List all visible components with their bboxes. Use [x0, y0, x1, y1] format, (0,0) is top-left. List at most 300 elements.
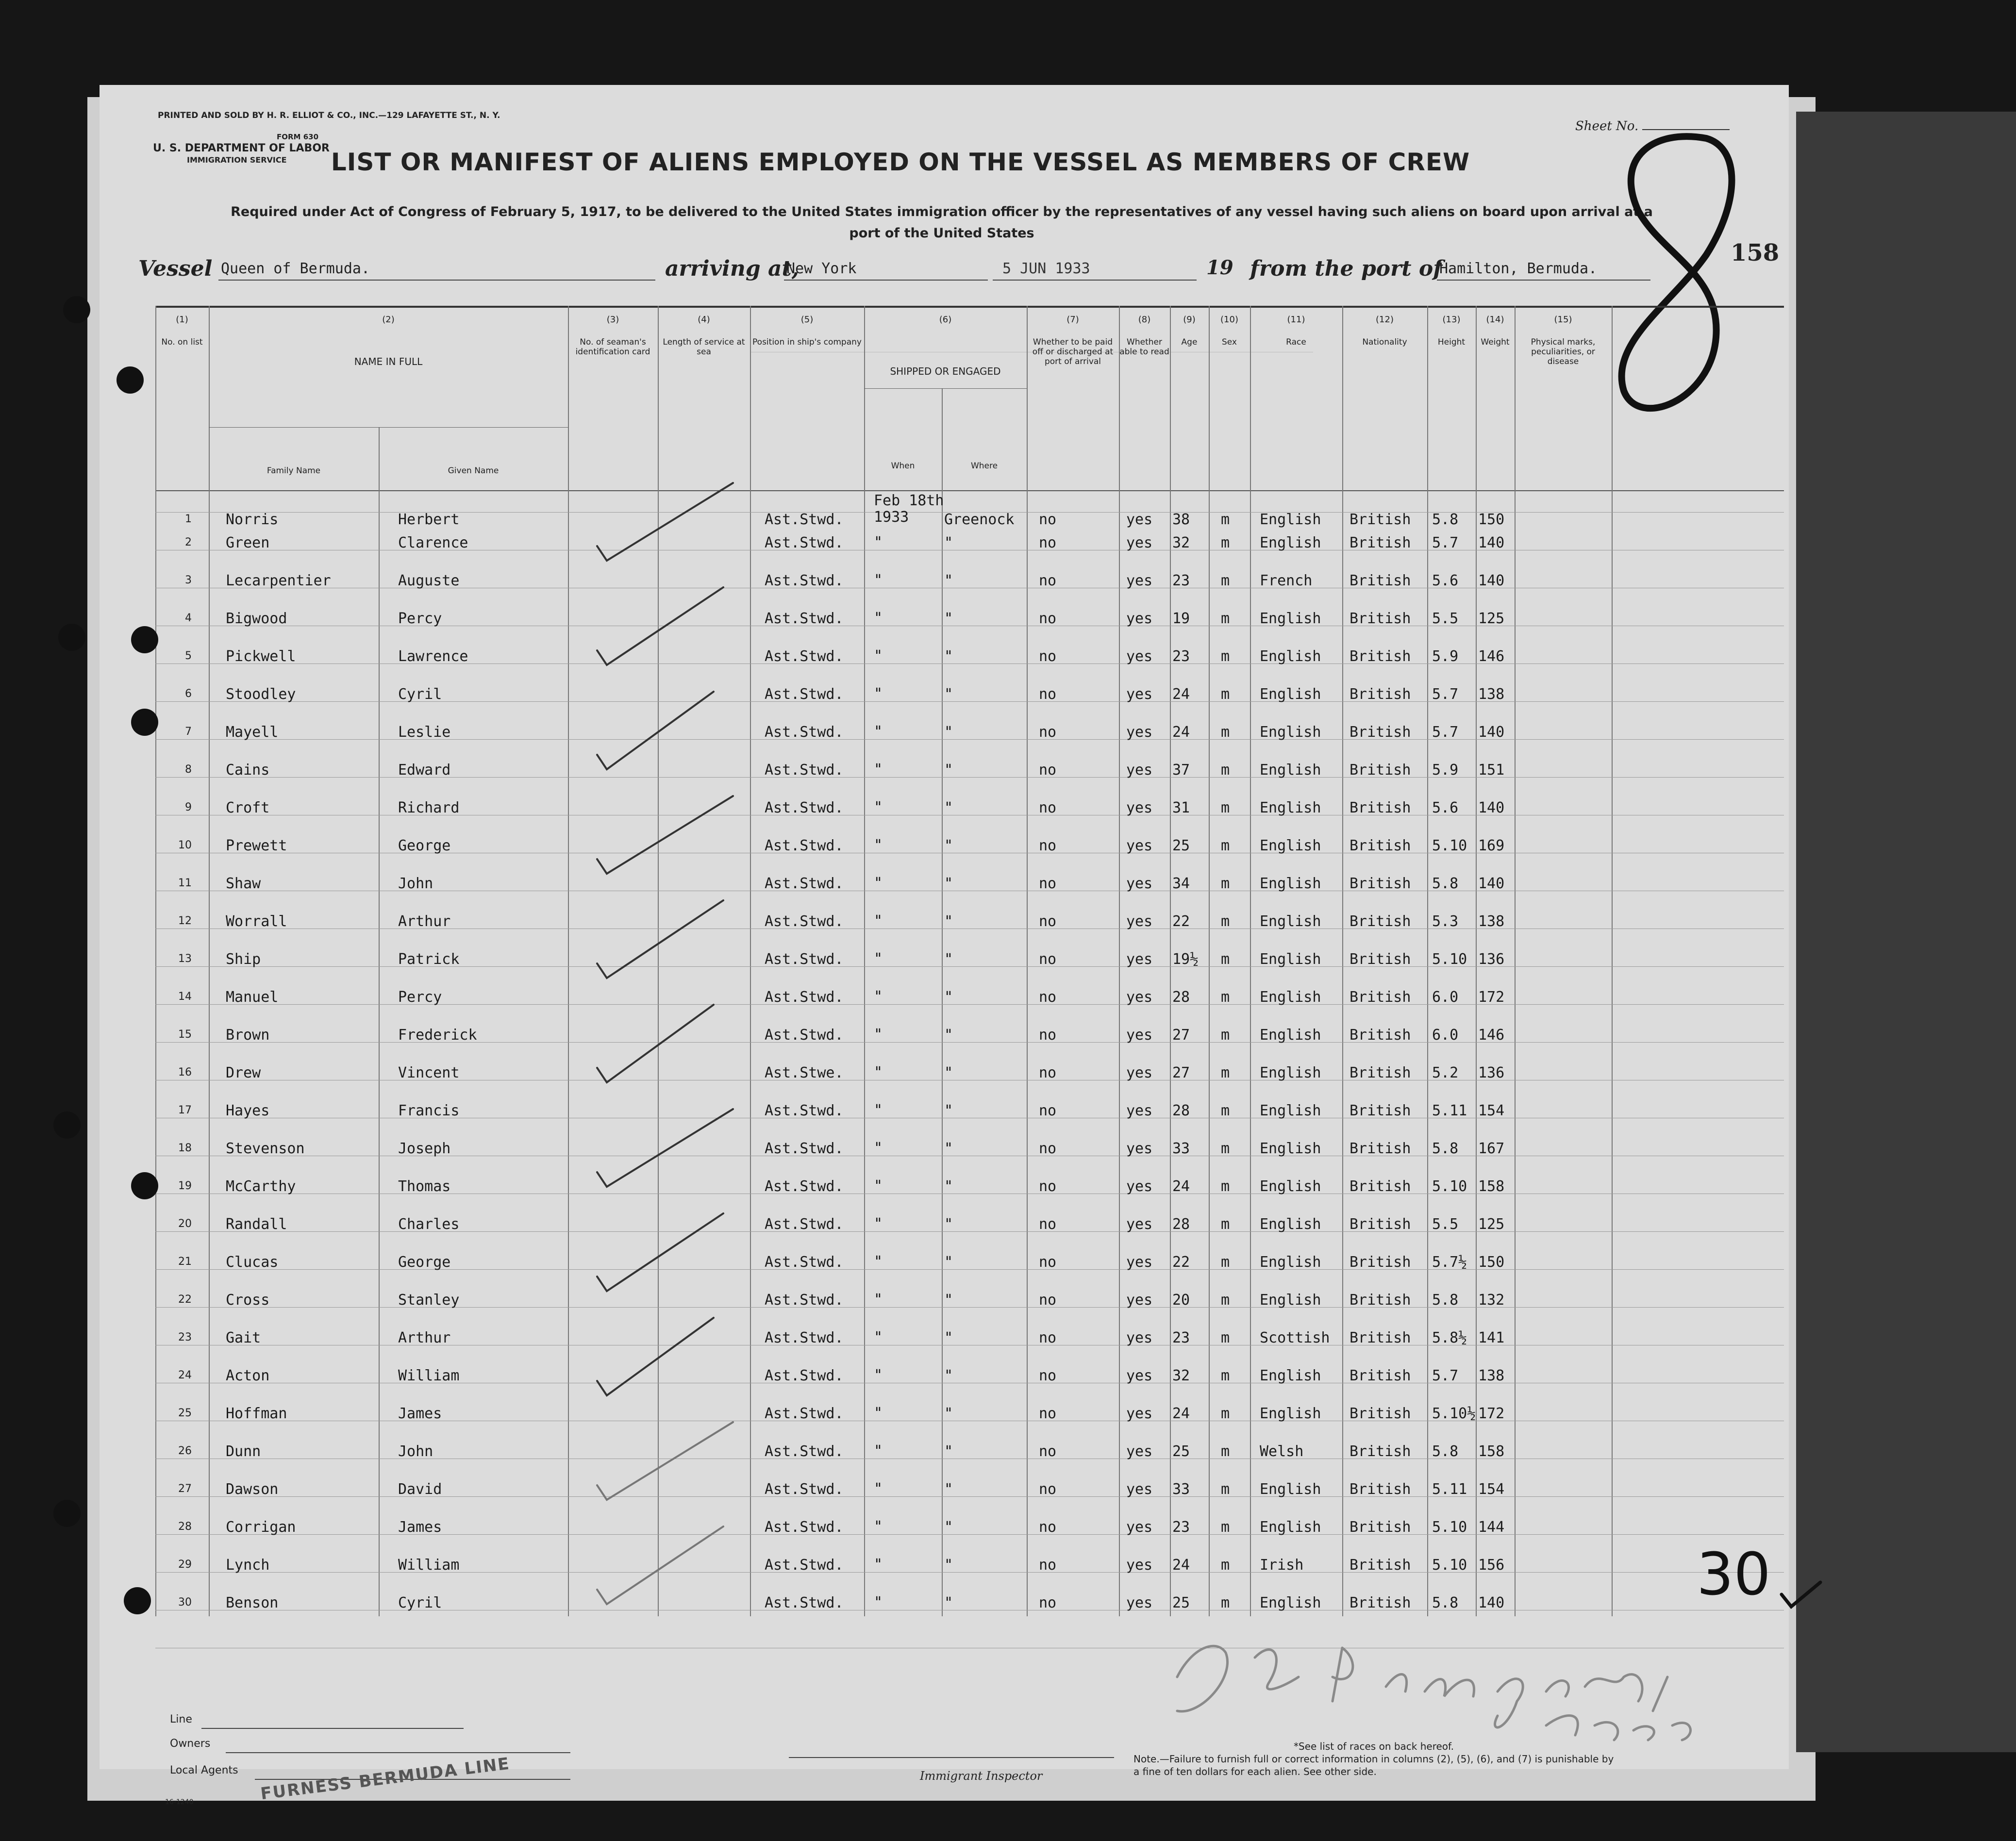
cell-when: Feb 18th 1933 [874, 492, 944, 526]
cell-position: Ast.Stwd. [765, 837, 844, 854]
column-number: (15) [1554, 315, 1572, 325]
races-note: *See list of races on back hereof. [1294, 1741, 1454, 1752]
cell-where: " [944, 1557, 953, 1574]
cell-nationality: British [1350, 1292, 1411, 1309]
owners-field [170, 1738, 210, 1750]
cell-where: " [944, 1443, 953, 1460]
cell-when: " [874, 1405, 883, 1422]
row-number: 10 [178, 839, 192, 851]
cell-age: 22 [1172, 1254, 1190, 1271]
column-number: (6) [939, 315, 952, 325]
cell-age: 25 [1172, 1443, 1190, 1460]
cell-height: 5.10 [1432, 1178, 1467, 1195]
cell-when: " [874, 1518, 883, 1535]
cell-sex: m [1221, 875, 1230, 892]
cell-height: 5.6 [1432, 572, 1459, 589]
cell-weight: 144 [1478, 1519, 1505, 1536]
column-number: (7) [1066, 315, 1079, 325]
cell-family: Brown [226, 1027, 270, 1044]
row-number: 1 [185, 513, 192, 525]
binder-hole [131, 1172, 158, 1199]
cell-paid: no [1039, 534, 1057, 551]
cell-position: Ast.Stwd. [765, 1140, 844, 1157]
cell-read: yes [1126, 1405, 1153, 1422]
cell-family: Ship [226, 951, 261, 968]
cell-nationality: British [1350, 1519, 1411, 1536]
sheet-number-label: Sheet No. [1575, 119, 1639, 133]
cell-age: 23 [1172, 1329, 1190, 1346]
cell-age: 31 [1172, 799, 1190, 816]
cell-height: 5.5 [1432, 1216, 1459, 1233]
cell-sex: m [1221, 1102, 1230, 1119]
cell-read: yes [1126, 1367, 1153, 1384]
row-number: 27 [178, 1483, 192, 1495]
row-number: 3 [185, 574, 192, 586]
cell-height: 5.10 [1432, 1519, 1467, 1536]
cell-height: 5.7 [1432, 534, 1459, 551]
cell-where: " [944, 572, 953, 589]
cell-position: Ast.Stwd. [765, 1481, 844, 1498]
cell-sex: m [1221, 989, 1230, 1006]
row-number: 6 [185, 688, 192, 700]
cell-age: 34 [1172, 875, 1190, 892]
service-name: IMMIGRATION SERVICE [187, 155, 287, 165]
cell-where: " [944, 1292, 953, 1309]
row-number: 15 [178, 1028, 192, 1041]
column-number: (13) [1442, 315, 1461, 325]
binder-hole [53, 1111, 81, 1139]
cell-age: 24 [1172, 1405, 1190, 1422]
cell-nationality: British [1350, 1443, 1411, 1460]
cell-given: Cyril [398, 1594, 442, 1611]
cell-height: 5.9 [1432, 648, 1459, 665]
cell-age: 33 [1172, 1140, 1190, 1157]
cell-given: George [398, 837, 451, 854]
row-number: 18 [178, 1142, 192, 1154]
cell-position: Ast.Stwd. [765, 511, 844, 528]
cell-race: English [1260, 1064, 1321, 1081]
cell-position: Ast.Stwd. [765, 572, 844, 589]
cell-nationality: British [1350, 572, 1411, 589]
cell-where: " [944, 1481, 953, 1498]
column-header: Age [1181, 337, 1198, 347]
cell-given: Joseph [398, 1140, 451, 1157]
column-number: (12) [1376, 315, 1394, 325]
cell-position: Ast.Stwd. [765, 1519, 844, 1536]
cell-nationality: British [1350, 951, 1411, 968]
cell-nationality: British [1350, 1102, 1411, 1119]
cell-where: " [944, 648, 953, 665]
column-number: (1) [176, 315, 188, 325]
cell-when: " [874, 1140, 883, 1157]
cell-sex: m [1221, 1594, 1230, 1611]
cell-sex: m [1221, 1329, 1230, 1346]
cell-nationality: British [1350, 534, 1411, 551]
cell-family: Mayell [226, 724, 279, 741]
cell-when: " [874, 1026, 883, 1043]
column-header: No. on list [161, 337, 203, 347]
row-number: 25 [178, 1407, 192, 1419]
cell-weight: 158 [1478, 1443, 1505, 1460]
cell-where: Greenock [944, 511, 1015, 528]
row-number: 9 [185, 801, 192, 813]
cell-family: Gait [226, 1329, 261, 1346]
cell-where: " [944, 951, 953, 968]
cell-family: Worrall [226, 913, 287, 930]
cell-paid: no [1039, 724, 1057, 741]
cell-sex: m [1221, 1027, 1230, 1044]
cell-height: 5.10½ [1432, 1405, 1476, 1422]
cell-height: 5.8 [1432, 1292, 1459, 1309]
row-number: 29 [178, 1559, 192, 1571]
cell-paid: no [1039, 762, 1057, 779]
cell-where: " [944, 1254, 953, 1271]
cell-race: English [1260, 913, 1321, 930]
cell-given: John [398, 875, 433, 892]
cell-where: " [944, 875, 953, 892]
cell-race: English [1260, 1519, 1321, 1536]
cell-weight: 172 [1478, 1405, 1505, 1422]
cell-given: Richard [398, 799, 460, 816]
row-number: 22 [178, 1294, 192, 1306]
cell-race: English [1260, 1405, 1321, 1422]
cell-position: Ast.Stwd. [765, 1443, 844, 1460]
inspector-signature [1158, 1619, 1740, 1745]
binder-hole [58, 624, 85, 651]
cell-given: Arthur [398, 913, 451, 930]
cell-sex: m [1221, 1367, 1230, 1384]
page-number: 158 [1731, 239, 1780, 266]
cell-race: English [1260, 837, 1321, 854]
cell-position: Ast.Stwd. [765, 989, 844, 1006]
cell-position: Ast.Stwd. [765, 1292, 844, 1309]
cell-age: 24 [1172, 724, 1190, 741]
cell-given: Herbert [398, 511, 460, 528]
cell-age: 28 [1172, 1216, 1190, 1233]
cell-when: " [874, 685, 883, 702]
column-header: Height [1437, 337, 1466, 347]
cell-given: Patrick [398, 951, 460, 968]
cell-family: Cross [226, 1292, 270, 1309]
row-number: 24 [178, 1369, 192, 1381]
cell-read: yes [1126, 799, 1153, 816]
cell-read: yes [1126, 951, 1153, 968]
cell-when: " [874, 912, 883, 929]
cell-weight: 125 [1478, 1216, 1505, 1233]
cell-when: " [874, 761, 883, 778]
cell-race: Irish [1260, 1557, 1304, 1574]
cell-race: French [1260, 572, 1313, 589]
cell-given: Lawrence [398, 648, 468, 665]
column-header: Sex [1221, 337, 1237, 347]
cell-weight: 138 [1478, 913, 1505, 930]
cell-given: James [398, 1405, 442, 1422]
cell-given: William [398, 1367, 460, 1384]
cell-where: " [944, 1027, 953, 1044]
manifest-page [100, 85, 1789, 1806]
row-number: 16 [178, 1066, 192, 1078]
row-number: 23 [178, 1331, 192, 1343]
cell-weight: 150 [1478, 1254, 1505, 1271]
cell-read: yes [1126, 762, 1153, 779]
cell-weight: 169 [1478, 837, 1505, 854]
cell-paid: no [1039, 1140, 1057, 1157]
cell-family: Randall [226, 1216, 287, 1233]
cell-nationality: British [1350, 989, 1411, 1006]
cell-paid: no [1039, 1102, 1057, 1119]
cell-given: David [398, 1481, 442, 1498]
cell-sex: m [1221, 1481, 1230, 1498]
vessel-line [138, 252, 1653, 286]
cell-position: Ast.Stwd. [765, 1254, 844, 1271]
cell-where: " [944, 1178, 953, 1195]
cell-weight: 140 [1478, 875, 1505, 892]
row-number: 14 [178, 991, 192, 1003]
cell-position: Ast.Stwd. [765, 1027, 844, 1044]
cell-paid: no [1039, 837, 1057, 854]
cell-weight: 154 [1478, 1481, 1505, 1498]
cell-position: Ast.Stwd. [765, 951, 844, 968]
cell-weight: 140 [1478, 534, 1505, 551]
cell-family: Stoodley [226, 686, 296, 703]
cell-sex: m [1221, 762, 1230, 779]
cell-race: English [1260, 1216, 1321, 1233]
cell-weight: 150 [1478, 511, 1505, 528]
cell-family: Norris [226, 511, 279, 528]
crew-table [155, 306, 1784, 1616]
column-header: Whether to be paid off or discharged at port of arrival [1032, 337, 1114, 366]
cell-given: William [398, 1557, 460, 1574]
cell-read: yes [1126, 686, 1153, 703]
column-number: (9) [1183, 315, 1196, 325]
cell-when: " [874, 988, 883, 1005]
cell-sex: m [1221, 1443, 1230, 1460]
column-header: Nationality [1362, 337, 1407, 347]
cell-read: yes [1126, 913, 1153, 930]
cell-paid: no [1039, 1329, 1057, 1346]
cell-weight: 158 [1478, 1178, 1505, 1195]
column-number: (4) [698, 315, 710, 325]
penalty-note: Note.—Failure to furnish full or correct information in columns (2), (5), (6), and (7) is punishable by a fine of ten dollars for each alien. See other side. [1133, 1753, 1614, 1777]
cell-where: " [944, 1519, 953, 1536]
cell-height: 5.7½ [1432, 1254, 1467, 1271]
cell-read: yes [1126, 1178, 1153, 1195]
cell-given: Percy [398, 610, 442, 627]
cell-paid: no [1039, 1481, 1057, 1498]
cell-height: 6.0 [1432, 1027, 1459, 1044]
binder-hole [63, 296, 90, 323]
row-number: 30 [178, 1596, 192, 1609]
cell-paid: no [1039, 686, 1057, 703]
cell-read: yes [1126, 610, 1153, 627]
cell-nationality: British [1350, 724, 1411, 741]
cell-race: English [1260, 1027, 1321, 1044]
cell-given: Charles [398, 1216, 460, 1233]
cell-family: Lynch [226, 1557, 270, 1574]
row-number: 8 [185, 763, 192, 776]
cell-sex: m [1221, 913, 1230, 930]
department-name: U. S. DEPARTMENT OF LABOR [153, 142, 330, 154]
cell-weight: 140 [1478, 724, 1505, 741]
row-number: 5 [185, 650, 192, 662]
cell-age: 32 [1172, 1367, 1190, 1384]
cell-weight: 136 [1478, 1064, 1505, 1081]
cell-where: " [944, 534, 953, 551]
cell-family: Shaw [226, 875, 261, 892]
cell-sex: m [1221, 1292, 1230, 1309]
cell-position: Ast.Stwd. [765, 1216, 844, 1233]
cell-nationality: British [1350, 610, 1411, 627]
date-stamp: 5 JUN 1933 [1002, 260, 1090, 277]
cell-age: 32 [1172, 534, 1190, 551]
vessel-label: Vessel [138, 256, 213, 281]
cell-race: English [1260, 686, 1321, 703]
column-header: No. of seaman's identification card [575, 337, 650, 357]
cell-paid: no [1039, 799, 1057, 816]
cell-age: 38 [1172, 511, 1190, 528]
cell-age: 33 [1172, 1481, 1190, 1498]
row-number: 26 [178, 1445, 192, 1457]
cell-position: Ast.Stwd. [765, 1594, 844, 1611]
cell-when: " [874, 723, 883, 740]
cell-nationality: British [1350, 1178, 1411, 1195]
cell-sex: m [1221, 1254, 1230, 1271]
cell-given: Stanley [398, 1292, 460, 1309]
cell-position: Ast.Stwd. [765, 913, 844, 930]
cell-family: Manuel [226, 989, 279, 1006]
row-number: 19 [178, 1180, 192, 1192]
cell-where: " [944, 799, 953, 816]
cell-paid: no [1039, 1254, 1057, 1271]
cell-age: 23 [1172, 648, 1190, 665]
cell-where: " [944, 1329, 953, 1346]
cell-race: English [1260, 534, 1321, 551]
cell-weight: 156 [1478, 1557, 1505, 1574]
cell-age: 25 [1172, 1594, 1190, 1611]
cell-sex: m [1221, 1557, 1230, 1574]
cell-where: " [944, 762, 953, 779]
cell-sex: m [1221, 837, 1230, 854]
cell-position: Ast.Stwd. [765, 875, 844, 892]
cell-height: 5.2 [1432, 1064, 1459, 1081]
cell-when: " [874, 1329, 883, 1346]
cell-given: Francis [398, 1102, 460, 1119]
cell-paid: no [1039, 1405, 1057, 1422]
cell-paid: no [1039, 610, 1057, 627]
cell-where: " [944, 1102, 953, 1119]
cell-age: 19½ [1172, 951, 1199, 968]
cell-weight: 132 [1478, 1292, 1505, 1309]
cell-height: 5.10 [1432, 1557, 1467, 1574]
cell-where: " [944, 1216, 953, 1233]
cell-read: yes [1126, 1443, 1153, 1460]
cell-position: Ast.Stwd. [765, 724, 844, 741]
cell-when: " [874, 1594, 883, 1611]
checkmarks-column [587, 488, 752, 1662]
cell-weight: 140 [1478, 1594, 1505, 1611]
cell-weight: 167 [1478, 1140, 1505, 1157]
cell-position: Ast.Stwd. [765, 1178, 844, 1195]
column-header: Weight [1481, 337, 1510, 347]
row-number: 13 [178, 953, 192, 965]
cell-position: Ast.Stwd. [765, 534, 844, 551]
row-number: 28 [178, 1521, 192, 1533]
inspector-label: Immigrant Inspector [920, 1769, 1043, 1783]
cell-nationality: British [1350, 1367, 1411, 1384]
cell-race: English [1260, 875, 1321, 892]
cell-when: " [874, 1064, 883, 1081]
cell-read: yes [1126, 1216, 1153, 1233]
cell-race: English [1260, 724, 1321, 741]
cell-given: Leslie [398, 724, 451, 741]
binder-hole [117, 366, 144, 394]
cell-paid: no [1039, 1519, 1057, 1536]
arriving-label: arriving at, [665, 256, 800, 281]
cell-given: Percy [398, 989, 442, 1006]
cell-age: 25 [1172, 837, 1190, 854]
cell-race: English [1260, 1481, 1321, 1498]
cell-weight: 151 [1478, 762, 1505, 779]
cell-race: English [1260, 762, 1321, 779]
cell-read: yes [1126, 511, 1153, 528]
cell-nationality: British [1350, 1027, 1411, 1044]
cell-weight: 125 [1478, 610, 1505, 627]
col6-header: SHIPPED OR ENGAGED [890, 365, 1001, 377]
binder-hole [53, 1500, 81, 1527]
cell-weight: 141 [1478, 1329, 1505, 1346]
cell-nationality: British [1350, 1064, 1411, 1081]
cell-family: Acton [226, 1367, 270, 1384]
cell-race: English [1260, 1140, 1321, 1157]
cell-age: 27 [1172, 1064, 1190, 1081]
cell-when: " [874, 1556, 883, 1573]
total-check-icon [1779, 1580, 1823, 1609]
column-number: (5) [800, 315, 814, 325]
cell-paid: no [1039, 572, 1057, 589]
cell-height: 5.9 [1432, 762, 1459, 779]
cell-sex: m [1221, 648, 1230, 665]
cell-height: 5.11 [1432, 1102, 1467, 1119]
cell-age: 19 [1172, 610, 1190, 627]
document-title: LIST OR MANIFEST OF ALIENS EMPLOYED ON THE VESSEL AS MEMBERS OF CREW [331, 148, 1470, 176]
cell-position: Ast.Stwd. [765, 799, 844, 816]
cell-read: yes [1126, 1594, 1153, 1611]
cell-when: " [874, 1253, 883, 1270]
cell-sex: m [1221, 1064, 1230, 1081]
cell-where: " [944, 989, 953, 1006]
cell-sex: m [1221, 1140, 1230, 1157]
cell-position: Ast.Stwd. [765, 1329, 844, 1346]
row-number: 21 [178, 1256, 192, 1268]
row-number: 17 [178, 1104, 192, 1116]
column-number: (10) [1220, 315, 1238, 325]
cell-when: " [874, 1291, 883, 1308]
cell-height: 5.7 [1432, 1367, 1459, 1384]
cell-sex: m [1221, 511, 1230, 528]
cell-position: Ast.Stwe. [765, 1064, 844, 1081]
column-number: (3) [606, 315, 619, 325]
cell-paid: no [1039, 951, 1057, 968]
year-prefix: 19 [1206, 256, 1233, 279]
cell-read: yes [1126, 1292, 1153, 1309]
form-number: FORM 630 [277, 133, 319, 141]
cell-family: Lecarpentier [226, 572, 331, 589]
cell-family: Pickwell [226, 648, 296, 665]
column-number: (8) [1138, 315, 1151, 325]
column-header: Physical marks, peculiarities, or disease [1531, 337, 1596, 366]
cell-family: McCarthy [226, 1178, 296, 1195]
cell-weight: 146 [1478, 648, 1505, 665]
